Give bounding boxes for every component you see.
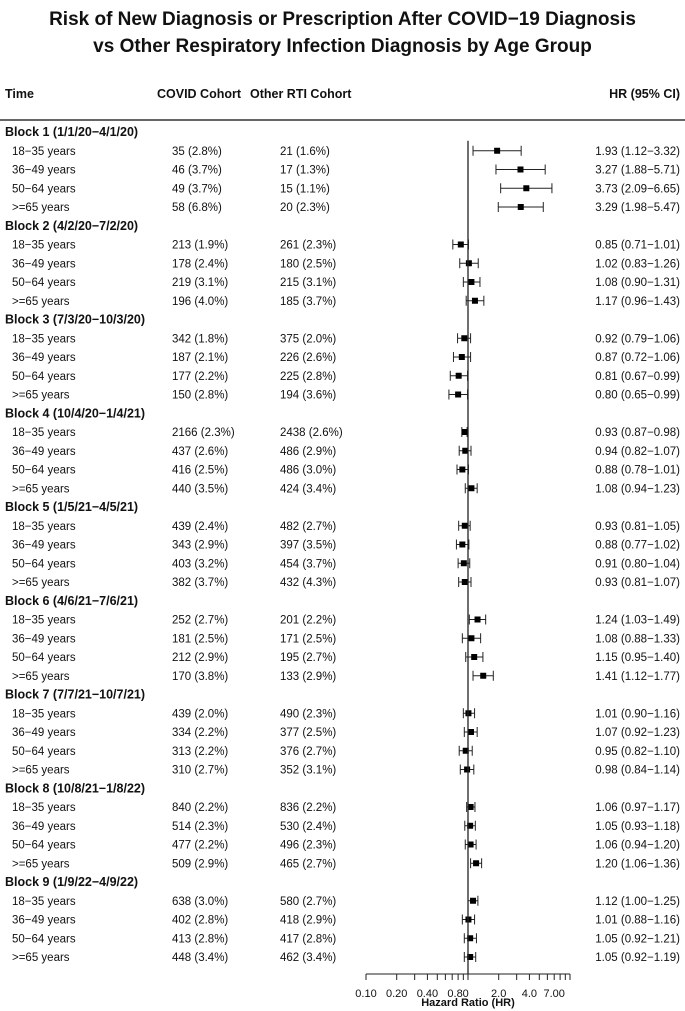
hr-ci-text: 0.93 (0.81−1.05) <box>595 520 680 533</box>
hr-ci-text: 1.07 (0.92−1.23) <box>595 727 680 739</box>
hr-ci-text: 1.06 (0.97−1.17) <box>595 802 680 814</box>
other-rti-cohort-value: 225 (2.8%) <box>280 370 337 383</box>
hr-point <box>517 167 523 173</box>
hr-ci-text: 1.08 (0.94−1.23) <box>595 483 680 496</box>
hr-point <box>462 429 468 435</box>
hr-ci-text: 1.41 (1.12−1.77) <box>595 670 680 683</box>
age-group-label: 18−35 years <box>12 614 76 627</box>
other-rti-cohort-value: 21 (1.6%) <box>280 145 330 158</box>
age-group-label: >=65 years <box>12 764 70 777</box>
table-row <box>12 183 680 195</box>
table-row <box>12 915 680 927</box>
hr-ci-text: 1.05 (0.93−1.18) <box>595 820 680 833</box>
age-group-label: 36−49 years <box>12 164 76 177</box>
table-row <box>12 858 680 870</box>
age-group-label: 50−64 years <box>12 933 76 946</box>
hr-ci-text: 1.05 (0.92−1.21) <box>595 933 680 946</box>
table-row <box>12 202 680 214</box>
age-group-label: >=65 years <box>12 952 70 964</box>
other-rti-cohort-value: 432 (4.3%) <box>280 577 337 589</box>
table-row <box>12 352 680 364</box>
hr-ci-text: 0.88 (0.78−1.01) <box>595 464 680 477</box>
hr-ci-text: 1.06 (0.94−1.20) <box>595 839 680 852</box>
covid-cohort-value: 187 (2.1%) <box>172 352 229 364</box>
hr-ci-text: 1.93 (1.12−3.32) <box>595 145 680 158</box>
other-rti-cohort-value: 194 (3.6%) <box>280 389 337 402</box>
covid-cohort-value: 342 (1.8%) <box>172 333 229 346</box>
column-header-hr: HR (95% CI) <box>609 87 680 101</box>
table-row <box>12 840 680 852</box>
hr-ci-text: 0.98 (0.84−1.14) <box>595 764 680 777</box>
hr-point <box>466 260 472 266</box>
covid-cohort-value: 403 (3.2%) <box>172 558 229 571</box>
table-row <box>12 240 680 252</box>
x-tick-label: 2.0 <box>491 988 507 1000</box>
covid-cohort-value: 638 (3.0%) <box>172 895 229 908</box>
other-rti-cohort-value: 530 (2.4%) <box>280 820 337 833</box>
other-rti-cohort-value: 418 (2.9%) <box>280 914 337 927</box>
age-group-label: 50−64 years <box>12 745 76 758</box>
covid-cohort-value: 334 (2.2%) <box>172 727 229 739</box>
covid-cohort-value: 178 (2.4%) <box>172 258 229 271</box>
other-rti-cohort-value: 486 (2.9%) <box>280 445 337 458</box>
covid-cohort-value: 437 (2.6%) <box>172 445 229 458</box>
age-group-label: 18−35 years <box>12 333 76 346</box>
block-label: Block 3 (7/3/20−10/3/20) <box>5 312 146 327</box>
age-group-label: 50−64 years <box>12 277 76 289</box>
age-group-label: 36−49 years <box>12 258 76 271</box>
covid-cohort-value: 219 (3.1%) <box>172 277 229 289</box>
covid-cohort-value: 416 (2.5%) <box>172 464 229 477</box>
table-row <box>12 652 680 664</box>
hr-ci-text: 3.27 (1.88−5.71) <box>595 164 680 177</box>
age-group-label: >=65 years <box>12 670 70 683</box>
other-rti-cohort-value: 454 (3.7%) <box>280 558 337 571</box>
other-rti-cohort-value: 195 (2.7%) <box>280 652 337 664</box>
hr-point <box>475 617 481 623</box>
age-group-label: 18−35 years <box>12 708 76 721</box>
covid-cohort-value: 49 (3.7%) <box>172 183 222 196</box>
other-rti-cohort-value: 15 (1.1%) <box>280 183 330 196</box>
hr-point <box>461 560 467 566</box>
covid-cohort-value: 196 (4.0%) <box>172 295 229 308</box>
hr-point <box>464 767 470 773</box>
other-rti-cohort-value: 496 (2.3%) <box>280 839 337 852</box>
other-rti-cohort-value: 462 (3.4%) <box>280 952 337 964</box>
x-tick-label: 0.80 <box>447 988 469 1000</box>
hr-ci-text: 0.81 (0.67−0.99) <box>595 370 680 383</box>
covid-cohort-value: 382 (3.7%) <box>172 577 229 589</box>
table-row <box>12 540 680 552</box>
covid-cohort-value: 440 (3.5%) <box>172 483 229 496</box>
hr-point <box>468 635 474 641</box>
block-label: Block 8 (10/8/21−1/8/22) <box>5 781 146 796</box>
other-rti-cohort-value: 490 (2.3%) <box>280 708 337 721</box>
age-group-label: 18−35 years <box>12 427 76 439</box>
x-axis-label: Hazard Ratio (HR) <box>421 997 515 1009</box>
other-rti-cohort-value: 201 (2.2%) <box>280 614 337 627</box>
other-rti-cohort-value: 376 (2.7%) <box>280 745 337 758</box>
chart-title-line-2: vs Other Respiratory Infection Diagnosis by Age Group <box>93 36 592 57</box>
table-row <box>12 296 680 308</box>
covid-cohort-value: 439 (2.0%) <box>172 708 229 721</box>
covid-cohort-value: 402 (2.8%) <box>172 914 229 927</box>
hr-point <box>518 204 524 210</box>
covid-cohort-value: 477 (2.2%) <box>172 839 229 852</box>
covid-cohort-value: 313 (2.2%) <box>172 745 229 758</box>
column-header-time: Time <box>5 87 34 101</box>
block-label: Block 9 (1/9/22−4/9/22) <box>5 875 139 889</box>
age-group-label: 18−35 years <box>12 520 76 533</box>
covid-cohort-value: 46 (3.7%) <box>172 164 222 177</box>
covid-cohort-value: 514 (2.3%) <box>172 820 229 833</box>
x-tick-label: 7.00 <box>543 988 565 1000</box>
age-group-label: 18−35 years <box>12 239 76 252</box>
covid-cohort-value: 2166 (2.3%) <box>172 427 235 439</box>
hr-ci-text: 1.20 (1.06−1.36) <box>595 858 680 871</box>
table-row <box>12 390 680 402</box>
covid-cohort-value: 212 (2.9%) <box>172 652 229 664</box>
hr-point <box>458 242 464 248</box>
hr-point <box>494 148 500 154</box>
other-rti-cohort-value: 133 (2.9%) <box>280 670 337 683</box>
hr-point <box>461 335 467 341</box>
table-row <box>12 746 680 758</box>
hr-point <box>455 392 461 398</box>
age-group-label: >=65 years <box>12 483 70 496</box>
block-label: Block 7 (7/7/21−10/7/21) <box>5 687 146 702</box>
table-row <box>12 165 680 177</box>
table-row <box>12 446 680 458</box>
table-row <box>12 765 680 777</box>
other-rti-cohort-value: 417 (2.8%) <box>280 933 337 946</box>
table-row <box>12 952 680 964</box>
age-group-label: 18−35 years <box>12 145 76 158</box>
other-rti-cohort-value: 482 (2.7%) <box>280 520 337 533</box>
covid-cohort-value: 448 (3.4%) <box>172 952 229 964</box>
age-group-label: 36−49 years <box>12 820 76 833</box>
other-rti-cohort-value: 486 (3.0%) <box>280 464 337 477</box>
table-row <box>12 371 680 383</box>
hr-point <box>462 579 468 585</box>
hr-ci-text: 1.01 (0.88−1.16) <box>595 914 680 927</box>
hr-ci-text: 1.08 (0.90−1.31) <box>595 277 680 289</box>
hr-point <box>459 542 465 548</box>
age-group-label: 36−49 years <box>12 539 76 552</box>
hr-ci-text: 0.80 (0.65−0.99) <box>595 389 680 402</box>
hr-point <box>480 673 486 679</box>
block-label: Block 2 (4/2/20−7/2/20) <box>5 218 139 233</box>
covid-cohort-value: 150 (2.8%) <box>172 389 229 402</box>
table-row <box>12 896 680 908</box>
table-row <box>12 577 680 589</box>
covid-cohort-value: 252 (2.7%) <box>172 614 229 627</box>
hr-ci-text: 0.92 (0.79−1.06) <box>595 333 680 346</box>
x-tick-label: 0.10 <box>355 988 377 1000</box>
hr-ci-text: 1.05 (0.92−1.19) <box>595 952 680 964</box>
table-row <box>12 727 680 739</box>
hr-ci-text: 3.73 (2.09−6.65) <box>595 183 680 196</box>
other-rti-cohort-value: 465 (2.7%) <box>280 858 337 871</box>
hr-ci-text: 0.85 (0.71−1.01) <box>595 239 680 252</box>
other-rti-cohort-value: 2438 (2.6%) <box>280 427 343 439</box>
age-group-label: 36−49 years <box>12 914 76 927</box>
table-row <box>12 483 680 495</box>
hr-ci-text: 3.29 (1.98−5.47) <box>595 202 680 214</box>
x-tick-label: 4.0 <box>521 988 538 1000</box>
hr-ci-text: 0.93 (0.87−0.98) <box>595 427 680 439</box>
age-group-label: >=65 years <box>12 858 70 871</box>
age-group-label: 36−49 years <box>12 633 76 646</box>
age-group-label: >=65 years <box>12 389 70 402</box>
table-row <box>12 821 680 833</box>
age-group-label: 18−35 years <box>12 802 76 814</box>
age-group-label: 18−35 years <box>12 895 76 908</box>
covid-cohort-value: 840 (2.2%) <box>172 802 229 814</box>
other-rti-cohort-value: 377 (2.5%) <box>280 727 337 739</box>
block-label: Block 5 (1/5/21−4/5/21) <box>5 500 139 514</box>
hr-point <box>471 654 477 660</box>
block-label: Block 4 (10/4/20−1/4/21) <box>5 406 146 421</box>
hr-ci-text: 1.02 (0.83−1.26) <box>595 258 680 271</box>
hr-point <box>472 298 478 304</box>
other-rti-cohort-value: 352 (3.1%) <box>280 764 337 777</box>
hr-point <box>459 467 465 473</box>
hr-point <box>462 523 468 529</box>
other-rti-cohort-value: 836 (2.2%) <box>280 802 337 814</box>
hr-ci-text: 0.93 (0.81−1.07) <box>595 577 680 589</box>
table-row <box>12 427 680 439</box>
hr-point <box>456 373 462 379</box>
table-row <box>12 933 680 945</box>
hr-ci-text: 0.91 (0.80−1.04) <box>595 558 680 571</box>
block-label: Block 6 (4/6/21−7/6/21) <box>5 593 139 608</box>
hr-ci-text: 0.88 (0.77−1.02) <box>595 539 680 552</box>
column-header-other: Other RTI Cohort <box>250 87 352 101</box>
table-row <box>12 146 680 158</box>
covid-cohort-value: 213 (1.9%) <box>172 239 229 252</box>
covid-cohort-value: 177 (2.2%) <box>172 370 229 383</box>
age-group-label: 36−49 years <box>12 445 76 458</box>
age-group-label: 50−64 years <box>12 652 76 664</box>
other-rti-cohort-value: 17 (1.3%) <box>280 164 330 177</box>
hr-ci-text: 1.12 (1.00−1.25) <box>595 895 680 908</box>
hr-ci-text: 1.15 (0.95−1.40) <box>595 652 680 664</box>
x-tick-label: 0.20 <box>385 988 408 1000</box>
covid-cohort-value: 509 (2.9%) <box>172 858 229 871</box>
covid-cohort-value: 343 (2.9%) <box>172 539 229 552</box>
x-tick-label: 0.40 <box>416 988 439 1000</box>
hr-ci-text: 0.87 (0.72−1.06) <box>595 352 680 364</box>
table-row <box>12 258 680 270</box>
other-rti-cohort-value: 20 (2.3%) <box>280 202 330 214</box>
table-row <box>12 671 680 683</box>
table-row <box>12 277 680 289</box>
age-group-label: >=65 years <box>12 577 70 589</box>
age-group-label: >=65 years <box>12 295 70 308</box>
table-row <box>12 615 680 627</box>
hr-point <box>459 354 465 360</box>
column-header-covid: COVID Cohort <box>157 87 242 101</box>
hr-point <box>468 279 474 285</box>
hr-ci-text: 1.24 (1.03−1.49) <box>595 614 680 627</box>
other-rti-cohort-value: 261 (2.3%) <box>280 239 337 252</box>
covid-cohort-value: 35 (2.8%) <box>172 145 222 158</box>
hr-point <box>473 860 479 866</box>
table-row <box>12 333 680 345</box>
chart-title-line-1: Risk of New Diagnosis or Prescription After COVID−19 Diagnosis <box>49 9 636 30</box>
covid-cohort-value: 439 (2.4%) <box>172 520 229 533</box>
other-rti-cohort-value: 375 (2.0%) <box>280 333 337 346</box>
other-rti-cohort-value: 180 (2.5%) <box>280 258 337 271</box>
age-group-label: 50−64 years <box>12 839 76 852</box>
hr-ci-text: 1.17 (0.96−1.43) <box>595 295 680 308</box>
other-rti-cohort-value: 397 (3.5%) <box>280 539 337 552</box>
hr-ci-text: 1.08 (0.88−1.33) <box>595 633 680 646</box>
table-row <box>12 802 680 814</box>
other-rti-cohort-value: 580 (2.7%) <box>280 895 337 908</box>
covid-cohort-value: 58 (6.8%) <box>172 202 222 214</box>
hr-point <box>468 485 474 491</box>
table-row <box>12 708 680 720</box>
other-rti-cohort-value: 215 (3.1%) <box>280 277 337 289</box>
age-group-label: 50−64 years <box>12 370 76 383</box>
block-label: Block 1 (1/1/20−4/1/20) <box>5 125 139 139</box>
table-row <box>12 633 680 645</box>
covid-cohort-value: 181 (2.5%) <box>172 633 229 646</box>
hr-point <box>470 898 476 904</box>
other-rti-cohort-value: 185 (3.7%) <box>280 295 337 308</box>
age-group-label: 50−64 years <box>12 183 76 196</box>
age-group-label: 50−64 years <box>12 464 76 477</box>
table-row <box>12 465 680 477</box>
table-row <box>12 558 680 570</box>
other-rti-cohort-value: 226 (2.6%) <box>280 352 337 364</box>
other-rti-cohort-value: 171 (2.5%) <box>280 633 337 646</box>
age-group-label: 36−49 years <box>12 727 76 739</box>
other-rti-cohort-value: 424 (3.4%) <box>280 483 337 496</box>
hr-ci-text: 0.94 (0.82−1.07) <box>595 445 680 458</box>
age-group-label: >=65 years <box>12 202 70 214</box>
covid-cohort-value: 413 (2.8%) <box>172 933 229 946</box>
hr-ci-text: 1.01 (0.90−1.16) <box>595 708 680 721</box>
hr-point <box>468 729 474 735</box>
table-row <box>12 521 680 533</box>
hr-point <box>523 185 529 191</box>
covid-cohort-value: 170 (3.8%) <box>172 670 229 683</box>
age-group-label: 36−49 years <box>12 352 76 364</box>
age-group-label: 50−64 years <box>12 558 76 571</box>
covid-cohort-value: 310 (2.7%) <box>172 764 229 777</box>
hr-ci-text: 0.95 (0.82−1.10) <box>595 745 680 758</box>
